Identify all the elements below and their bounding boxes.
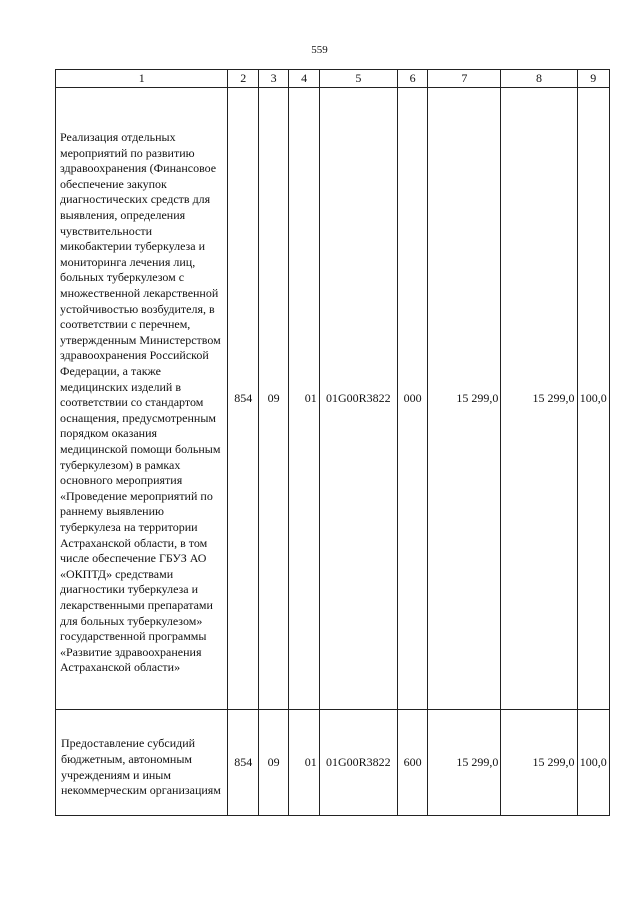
row-description: Реализация отдельных мероприятий по развитию здравоохранения (Финансовое обеспечение закупок диагностических средств для выявления, определения чувствительности микобактерии туберкулеза и мониторинга лечения лиц, больных туберкулезом с множественной лекарственной устойчивостью возбудителя, в соответствии с перечнем, утвержденным Министерством здравоохранения Российской Федерации, а также медицинских изделий в соответствии со стандартом оснащения, предусмотренным порядком оказания медицинской помощи больным туберкулезом) в рамках основного мероприятия «Проведение мероприятий по раннему выявлению туберкулеза на территории Астраханской области, в том числе обеспечение ГБУЗ АО «ОКПТД» средствами диагностики туберкулеза и лекарственными препаратами для больных туберкулезом» государственной программы «Развитие здравоохранения Астраханской области» bbox=[56, 88, 228, 710]
header-cell: 8 bbox=[501, 70, 577, 88]
table-cell: 01 bbox=[289, 710, 319, 816]
row-description: Предоставление субсидий бюджетным, автономным учреждениям и иным некоммерческим организациям bbox=[56, 710, 228, 816]
table-cell: 100,0 bbox=[577, 710, 610, 816]
header-cell: 5 bbox=[319, 70, 397, 88]
header-cell: 6 bbox=[397, 70, 427, 88]
header-cell: 1 bbox=[56, 70, 228, 88]
table-cell: 600 bbox=[397, 710, 427, 816]
table-cell: 01G00R3822 bbox=[319, 88, 397, 710]
header-cell: 3 bbox=[258, 70, 288, 88]
table-cell: 100,0 bbox=[577, 88, 610, 710]
header-cell: 4 bbox=[289, 70, 319, 88]
table-cell: 000 bbox=[397, 88, 427, 710]
table-cell: 15 299,0 bbox=[501, 710, 577, 816]
table-cell: 15 299,0 bbox=[501, 88, 577, 710]
page-number: 559 bbox=[311, 44, 328, 56]
header-cell: 7 bbox=[428, 70, 501, 88]
table-cell: 09 bbox=[258, 710, 288, 816]
header-cell: 2 bbox=[228, 70, 258, 88]
table-cell: 01G00R3822 bbox=[319, 710, 397, 816]
table-cell: 854 bbox=[228, 710, 258, 816]
table-cell: 854 bbox=[228, 88, 258, 710]
table-header-row bbox=[56, 70, 610, 88]
budget-table bbox=[55, 69, 610, 816]
header-cell: 9 bbox=[577, 70, 610, 88]
table-cell: 15 299,0 bbox=[428, 710, 501, 816]
table-cell: 15 299,0 bbox=[428, 88, 501, 710]
table-cell: 09 bbox=[258, 88, 288, 710]
table-row bbox=[56, 710, 610, 816]
table-cell: 01 bbox=[289, 88, 319, 710]
table-row bbox=[56, 88, 610, 710]
